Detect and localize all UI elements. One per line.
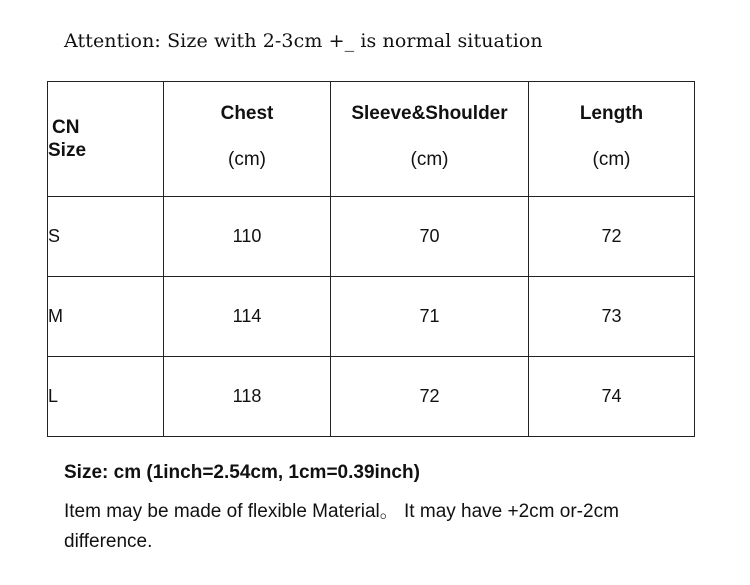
table-row xyxy=(48,357,695,437)
chest-cell: 110 xyxy=(164,197,331,277)
header-length xyxy=(529,82,695,197)
header-size-label: Size xyxy=(48,140,87,161)
material-note-line-2: difference. xyxy=(64,531,153,552)
header-length-unit: (cm) xyxy=(592,149,631,170)
size-unit-note: Size: cm (1inch=2.54cm, 1cm=0.39inch) xyxy=(64,462,420,483)
size-cell: S xyxy=(48,197,164,277)
sleeve-cell: 70 xyxy=(331,197,529,277)
table-header-row xyxy=(48,82,695,197)
size-chart-table xyxy=(47,81,695,437)
header-sleeve-unit: (cm) xyxy=(410,149,449,170)
header-chest-label: Chest xyxy=(220,103,274,124)
sleeve-cell: 72 xyxy=(331,357,529,437)
header-length-label: Length xyxy=(579,103,644,124)
header-chest xyxy=(164,82,331,197)
sleeve-cell: 71 xyxy=(331,277,529,357)
size-cell: M xyxy=(48,277,164,357)
table-row xyxy=(48,197,695,277)
header-cn-size xyxy=(48,82,164,197)
size-cell: L xyxy=(48,357,164,437)
attention-note: Attention: Size with 2-3cm +_ is normal situation xyxy=(64,30,543,52)
header-cn-label: CN xyxy=(52,117,80,138)
header-chest-unit: (cm) xyxy=(228,149,266,170)
table-row xyxy=(48,277,695,357)
length-cell: 74 xyxy=(529,357,695,437)
length-cell: 73 xyxy=(529,277,695,357)
chest-cell: 114 xyxy=(164,277,331,357)
header-sleeve-label: Sleeve&Shoulder xyxy=(351,103,508,124)
length-cell: 72 xyxy=(529,197,695,277)
header-sleeve-shoulder xyxy=(331,82,529,197)
material-note-line-1: Item may be made of flexible Material。 It may have +2cm or-2cm xyxy=(64,501,619,522)
chest-cell: 118 xyxy=(164,357,331,437)
